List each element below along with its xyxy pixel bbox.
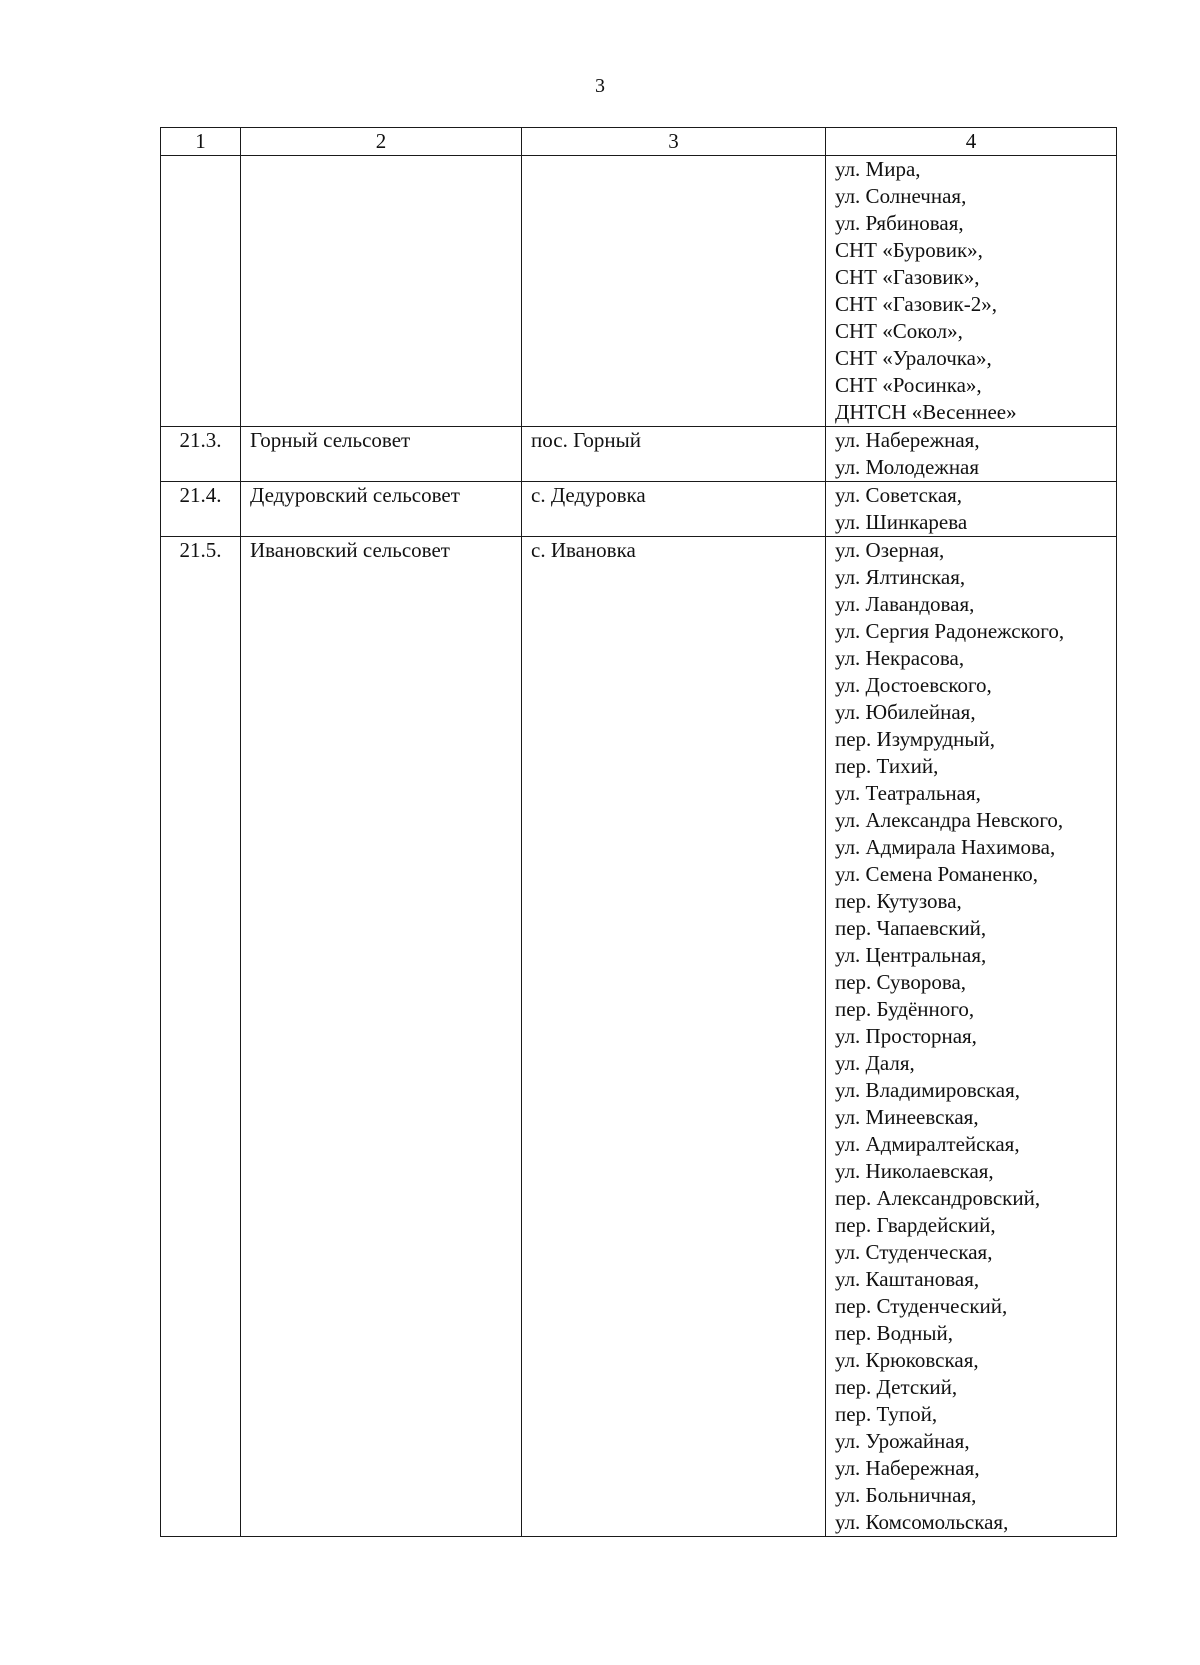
street-item: ул. Достоевского, [835,673,992,697]
table-row [161,537,1117,1537]
street-item: ул. Рябиновая, [835,211,964,235]
street-item: ул. Театральная, [835,781,981,805]
street-item: пер. Тупой, [835,1402,938,1426]
street-item: ул. Николаевская, [835,1159,994,1183]
street-item: пер. Александровский, [835,1186,1041,1210]
street-item: ул. Юбилейная, [835,700,976,724]
column-header-1: 1 [161,128,241,156]
street-item: пер. Чапаевский, [835,916,987,940]
street-item: ул. Набережная, [835,1456,980,1480]
street-list [835,537,1116,1536]
street-item: ул. Советская, [835,483,963,507]
table-body [161,156,1117,1537]
settlements-table [160,127,1117,1537]
street-item: ул. Крюковская, [835,1348,979,1372]
street-item: ул. Озерная, [835,538,945,562]
streets-cell [826,156,1117,427]
settlement-name: пос. Горный [522,427,826,482]
streets-cell [826,482,1117,537]
street-item: СНТ «Буровик», [835,238,983,262]
table-row [161,482,1117,537]
street-item: пер. Будённого, [835,997,975,1021]
street-item: ул. Просторная, [835,1024,977,1048]
column-header-2: 2 [241,128,522,156]
street-item: СНТ «Газовик», [835,265,980,289]
street-item: СНТ «Сокол», [835,319,963,343]
table-row [161,156,1117,427]
street-item: ул. Центральная, [835,943,987,967]
street-item: пер. Детский, [835,1375,958,1399]
street-item: ул. Солнечная, [835,184,967,208]
street-item: ул. Адмирала Нахимова, [835,835,1056,859]
council-name [241,156,522,427]
street-item: ул. Сергия Радонежского, [835,619,1065,643]
street-item: ул. Урожайная, [835,1429,970,1453]
column-header-4: 4 [826,128,1117,156]
street-item: пер. Суворова, [835,970,967,994]
street-item: ул. Шинкарева [835,510,968,534]
street-item: ул. Ялтинская, [835,565,966,589]
street-item: пер. Водный, [835,1321,953,1345]
street-item: ул. Набережная, [835,428,980,452]
settlement-name [522,156,826,427]
row-number [161,156,241,427]
street-item: ул. Комсомольская, [835,1510,1009,1534]
street-item: ул. Молодежная [835,455,980,479]
street-item: пер. Изумрудный, [835,727,996,751]
street-item: СНТ «Уралочка», [835,346,992,370]
street-item: СНТ «Росинка», [835,373,982,397]
street-item: пер. Тихий, [835,754,939,778]
street-item: пер. Кутузова, [835,889,962,913]
street-item: ул. Адмиралтейская, [835,1132,1020,1156]
row-number: 21.3. [161,427,241,482]
settlement-name: с. Дедуровка [522,482,826,537]
street-item: ул. Студенческая, [835,1240,993,1264]
page-number: 3 [595,75,605,97]
street-list [835,427,1116,481]
street-item: ул. Семена Романенко, [835,862,1038,886]
street-item: ул. Владимировская, [835,1078,1021,1102]
street-item: ул. Даля, [835,1051,915,1075]
street-item: пер. Гвардейский, [835,1213,996,1237]
streets-cell [826,427,1117,482]
street-item: ДНТСН «Весеннее» [835,400,1017,424]
settlement-name: с. Ивановка [522,537,826,1537]
council-name: Дедуровский сельсовет [241,482,522,537]
street-list [835,482,1116,536]
table-header-row [161,128,1117,156]
table-row [161,427,1117,482]
street-item: ул. Каштановая, [835,1267,980,1291]
street-item: ул. Некрасова, [835,646,965,670]
streets-cell [826,537,1117,1537]
street-item: ул. Минеевская, [835,1105,979,1129]
street-item: СНТ «Газовик-2», [835,292,997,316]
street-list [835,156,1116,426]
street-item: ул. Больничная, [835,1483,977,1507]
street-item: пер. Студенческий, [835,1294,1008,1318]
council-name: Ивановский сельсовет [241,537,522,1537]
row-number: 21.4. [161,482,241,537]
street-item: ул. Лавандовая, [835,592,975,616]
column-header-3: 3 [522,128,826,156]
row-number: 21.5. [161,537,241,1537]
street-item: ул. Мира, [835,157,921,181]
street-item: ул. Александра Невского, [835,808,1064,832]
council-name: Горный сельсовет [241,427,522,482]
